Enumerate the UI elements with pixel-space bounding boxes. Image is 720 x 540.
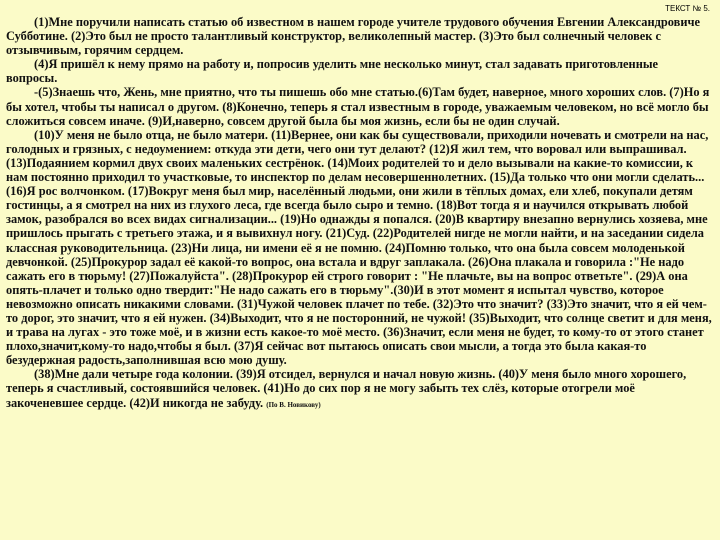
paragraph-1: (1)Мне поручили написать статью об известном в нашем городе учителе трудового обучения Евгении Александровиче Субботине. (2)Это был не просто талантливый конструктор, великолепный мастер. (3)Это был солнечный человек с отзывчивым, горячим сердцем. — [6, 15, 700, 58]
paragraph-2: (4)Я пришёл к нему прямо на работу и, попросив уделить мне несколько минут, стал задавать приготовленные вопросы. — [6, 57, 659, 86]
text-number-label: ТЕКСТ № 5. — [665, 4, 710, 13]
paragraph-4: (10)У меня не было отца, не было матери. (11)Вернее, они как бы существовали, приходили ночевать и смотрели на нас, голодных и грязных, с недоумением: откуда эти дети, чего они тут делают? (12)Я жил тем, что воровал или выпрашивал. (13)Подаянием кормил двух своих маленьких сестрёнок. (14)Моих родителей то и дело вызывали на какие-то комиссии, к нам постоянно приходил то участковые, то инспектор по делам несовершеннолетних. (15)Да только что они могли сделать...(16)Я рос волчонком. (17)Вокруг меня был мир, населённый людьми, они жили в тёплых домах, ели хлеб, покупали детям гостинцы, а я смотрел на них из глухого леса, где всегда было сыро и темно. (18)Вот тогда я и научился открывать любой замок, разобрался во всех видах сигнализации... (19)Но однажды я попался. (20)В квартиру внезапно вернулись хозяева, мне пришлось прыгать с третьего этажа, и я вывихнул ногу. (21)Суд. (22)Родителей нигде не могли найти, и на заседании сидела классная руководительница. (23)Ни лица, ни имени её я не помню. (24)Помню только, что она была совсем молоденькой девчонкой. (25)Прокурор задал её какой-то вопрос, она встала и вдруг заплакала. (26)Она плакала и говорила :"Не надо сажать его в тюрьму! (27)Пожалуйста". (28)Прокурор ей строго говорит : "Не плачьте, вы на вопрос ответьте". (29)А она опять-плачет и только одно твердит:"Не надо сажать его в тюрьму".(30)И в этот момент я испытал чувство, которое невозможно описать никакими словами. (31)Чужой человек плачет по тебе. (32)Это что значит? (33)Это значит, что я ей чем-то дорог, это значит, что я ей нужен. (34)Выходит, что я не посторонний, не чужой! (35)Выходит, что солнце светит и для меня, и трава на лугах - это тоже моё, и в жизни есть какое-то моё место. (36)Значит, если меня не будет, то кому-то от этого станет плохо,значит,кому-то надо,чтобы я был. (37)Я сейчас вот пытаюсь описать свои мысли, а тогда это была какая-то безудержная радость,заполнившая всю мою душу. — [6, 127, 712, 368]
paragraph-5-text: (38)Мне дали четыре года колонии. (39)Я отсидел, вернулся и начал новую жизнь. (40)У меня было много хорошего, теперь я счастливый, состоявшийся человек. (41)Но до сих пор я не могу забыть тех слёз, которые отогрели моё закоченевшее сердце. (42)И никогда не забуду. — [6, 367, 687, 410]
source-attribution: (По В. Новикову) — [266, 400, 321, 409]
paragraph-5 — [6, 367, 712, 411]
paragraph-3: -(5)Знаешь что, Жень, мне приятно, что ты пишешь обо мне статью.(6)Там будет, наверное, много хороших слов. (7)Но я бы хотел, чтобы ты написал о другом. (8)Конечно, теперь я стал известным в городе, уважаемым человеком, но всё могло бы сложиться совсем иначе. (9)И,наверно, совсем другой была бы моя жизнь, если бы не один случай. — [6, 85, 710, 128]
document-body — [6, 15, 712, 412]
